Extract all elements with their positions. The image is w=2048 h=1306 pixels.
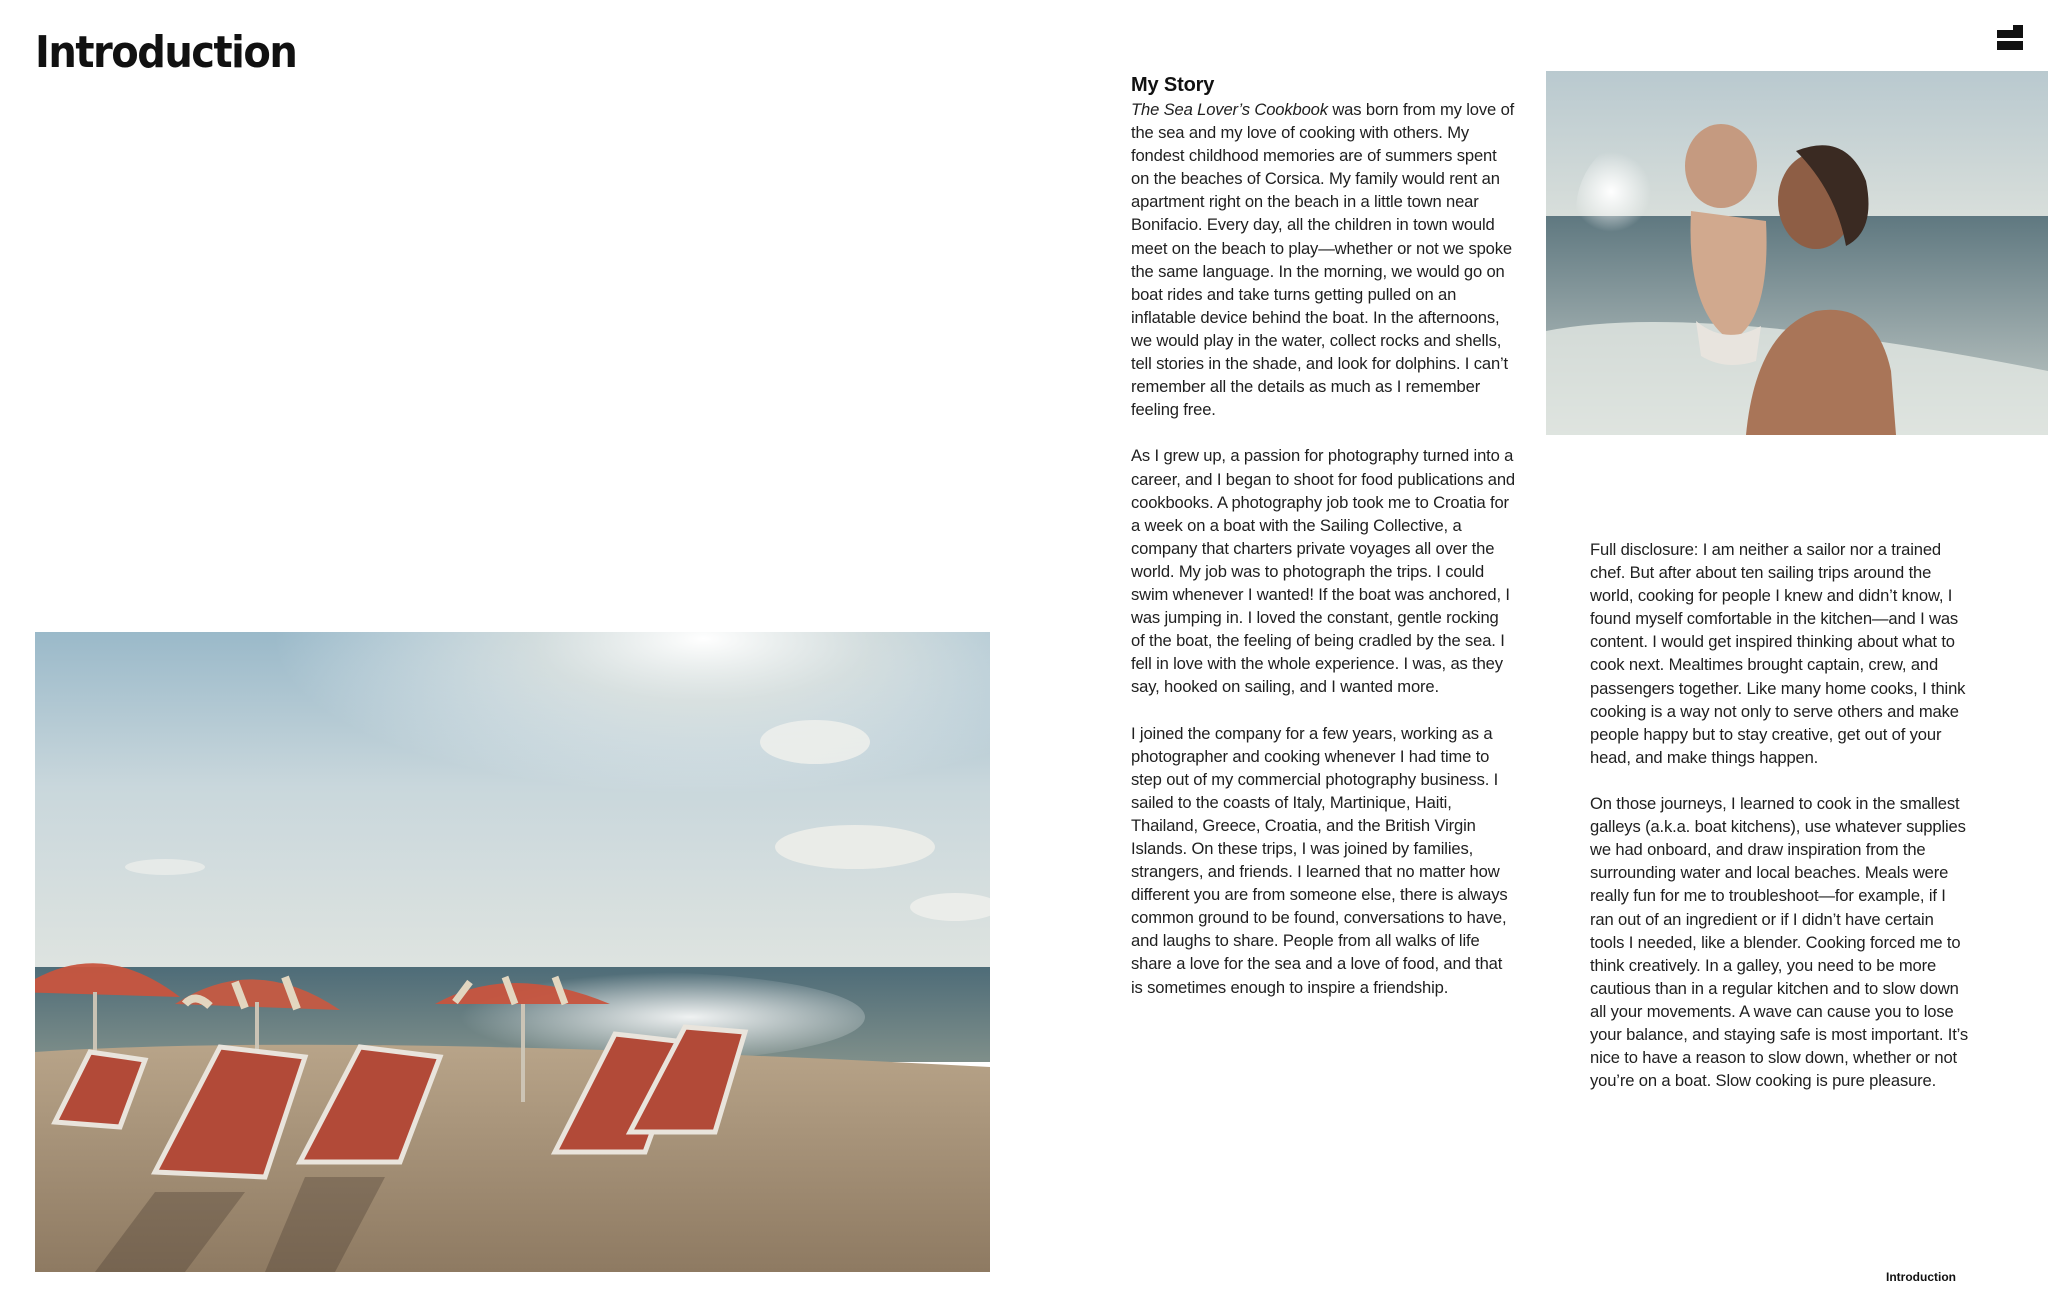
story-paragraph-5: On those journeys, I learned to cook in the smallest galleys (a.k.a. boat kitchens), use whatever supplies we had onboard, and draw inspiration from the surrounding water and local beaches. Meals were really fun for me to troubleshoot—for example, if I ran out of an ingredient or if I didn’t have certain tools I needed, like a blender. Cooking forced me to think creatively. In a galley, you need to be more cautious than in a regular kitchen and to slow down all your movements. A wave can cause you to lose your balance, and staying safe is most important. It’s nice to have a reason to slow down, whether or not you’re on a boat. Slow cooking is pure pleasure. xyxy=(1590,794,1969,1091)
story-paragraph-2: As I grew up, a passion for photography turned into a career, and I began to shoot for food publications and cookbooks. A photography job took me to Croatia for a week on a boat with the Sailing Collective, a company that charters private voyages all over the world. My job was to photograph the trips. I could swim whenever I wanted! If the boat was anchored, I was jumping in. I loved the constant, gentle rocking of the boat, the feeling of being cradled by the sea. I fell in love with the whole experience. I was, as they say, hooked on sailing, and I wanted more. xyxy=(1131,446,1515,697)
brand-mark-icon xyxy=(1997,24,2023,50)
story-paragraph-3: I joined the company for a few years, working as a photographer and cooking whenever I had time to step out of my commercial photography business. I sailed to the coasts of Italy, Martinique, Haiti, Thailand, Greece, Croatia, and the British Virgin Islands. On these trips, I was joined by families, strangers, and friends. I learned that no matter how different you are from someone else, there is always common ground to be found, conversations to have, and laughs to share. People from all walks of life share a love for the sea and a love of food, and that is sometimes enough to inspire a friendship. xyxy=(1131,723,1508,997)
running-footer: Introduction xyxy=(1886,1270,1956,1284)
section-heading: My Story xyxy=(1131,74,1215,96)
story-column-left xyxy=(1131,72,1516,1022)
story-paragraph-1 xyxy=(1131,98,1516,421)
book-title: The Sea Lover’s Cookbook xyxy=(1131,100,1328,119)
beach-umbrellas-photo xyxy=(35,632,990,1272)
mother-and-baby-photo xyxy=(1546,71,2048,435)
story-column-right xyxy=(1590,538,1970,1115)
page-title: Introduction xyxy=(35,28,297,78)
story-paragraph-4: Full disclosure: I am neither a sailor nor a trained chef. But after about ten sailing trips around the world, cooking for people I knew and didn’t know, I found myself comfortable in the kitchen—and I was content. I would get inspired thinking about what to cook next. Mealtimes brought captain, crew, and passengers together. Like many home cooks, I think cooking is a way not only to serve others and make people happy but to stay creative, get out of your head, and make things happen. xyxy=(1590,540,1966,767)
story-paragraph-1-text: was born from my love of the sea and my love of cooking with others. My fondest childhood memories are of summers spent on the beaches of Corsica. My family would rent an apartment right on the beach in a little town near Bonifacio. Every day, all the children in town would meet on the beach to play—whether or not we spoke the same language. In the morning, we would go on boat rides and take turns getting pulled on an inflatable device behind the boat. In the afternoons, we would play in the water, collect rocks and shells, tell stories in the shade, and look for dolphins. I can’t remember all the details as much as I remember feeling free. xyxy=(1131,100,1515,420)
